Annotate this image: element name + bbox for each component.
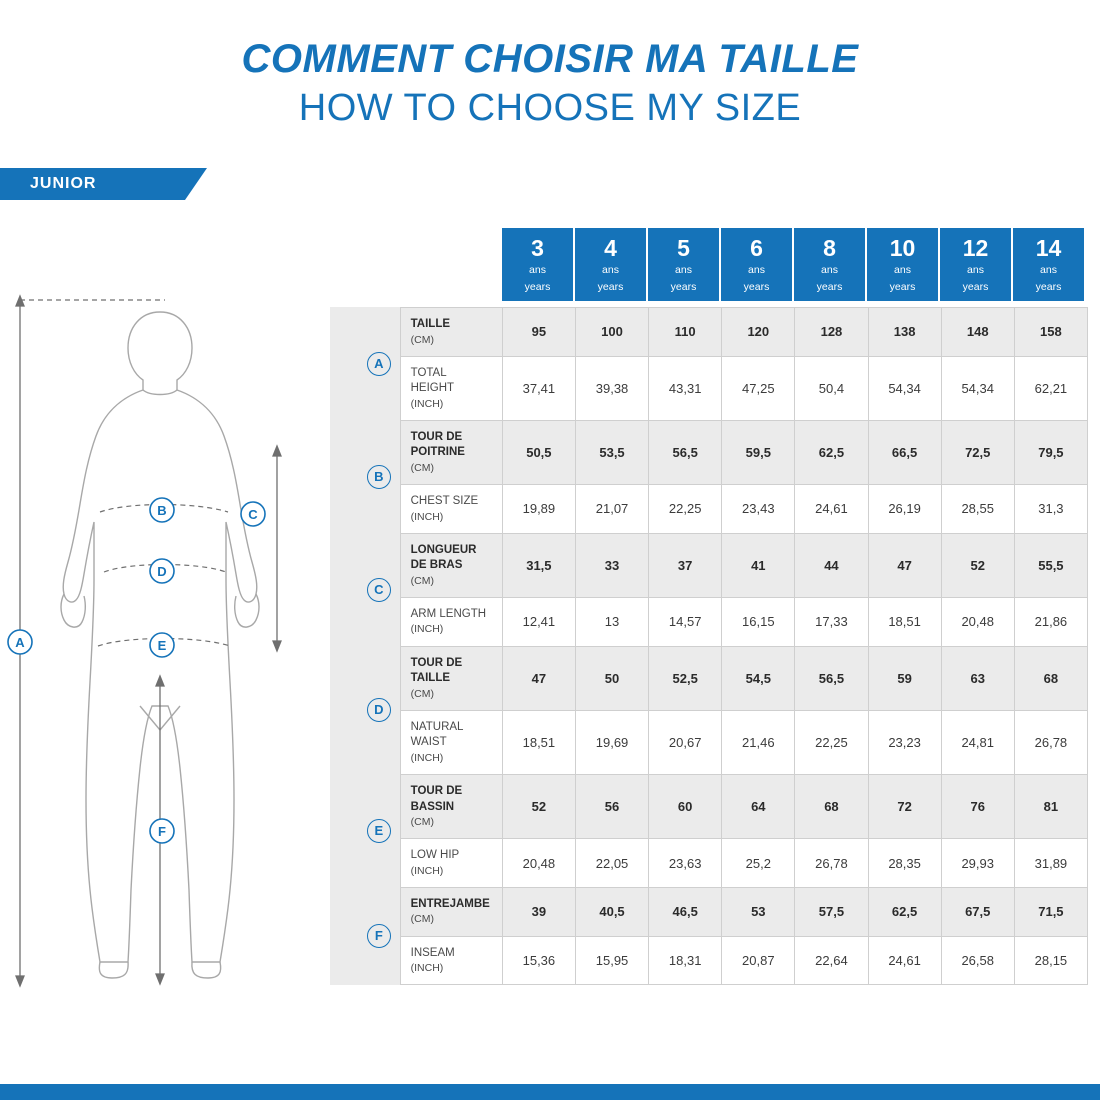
row-letter-band [330,646,358,774]
size-unit-en: years [524,280,551,293]
row-badge: B [367,465,391,489]
size-number: 4 [604,234,617,261]
size-unit-fr: ans [821,263,838,276]
cell-value: 26,78 [795,839,868,888]
cell-value: 95 [502,307,575,356]
size-table [330,307,1088,985]
cell-value: 37,41 [502,356,575,420]
cell-value: 39,38 [575,356,648,420]
cell-value: 20,48 [941,597,1014,646]
cell-value: 56,5 [795,646,868,710]
row-name-en: TOTAL HEIGHT [410,366,455,395]
cell-value: 14,57 [649,597,722,646]
cell-value: 72,5 [941,420,1014,484]
cell-value: 20,48 [502,839,575,888]
footer-bar [0,1084,1100,1100]
cell-value: 21,86 [1014,597,1087,646]
size-number: 6 [750,234,763,261]
size-unit-en: years [670,280,697,293]
cell-value: 158 [1014,307,1087,356]
size-column-header [721,228,792,301]
cell-value: 63 [941,646,1014,710]
row-letter-band [330,533,358,646]
size-column-header [648,228,719,301]
page-header [0,0,1100,132]
size-unit-fr: ans [602,263,619,276]
row-name-fr: ENTREJAMBE [410,897,490,910]
row-unit-cm: (CM) [410,461,434,474]
size-column-header [502,228,573,301]
row-name-en-cell [400,710,502,774]
cell-value: 54,34 [868,356,941,420]
row-unit-cm: (CM) [410,913,434,926]
row-name-fr-cell [400,533,502,597]
cell-value: 62,21 [1014,356,1087,420]
cell-value: 15,36 [502,936,575,985]
cell-value: 22,05 [575,839,648,888]
size-header-row [502,228,1088,301]
size-unit-fr: ans [529,263,546,276]
cell-value: 47 [502,646,575,710]
row-unit-inch: (INCH) [410,962,444,975]
cell-value: 138 [868,307,941,356]
figure-marker-c: C [248,506,258,522]
table-row [330,597,1088,646]
cell-value: 18,31 [649,936,722,985]
table-row [330,646,1088,710]
row-name-en-cell [400,936,502,985]
cell-value: 128 [795,307,868,356]
cell-value: 28,35 [868,839,941,888]
cell-value: 20,87 [722,936,795,985]
row-name-fr-cell [400,887,502,936]
cell-value: 110 [649,307,722,356]
cell-value: 44 [795,533,868,597]
cell-value: 64 [722,775,795,839]
row-name-fr: TOUR DE TAILLE [410,656,463,685]
figure-marker-f: F [158,823,166,839]
row-name-fr-cell [400,307,502,356]
row-badge-cell [358,646,400,774]
category-ribbon-bar [0,168,185,200]
row-unit-inch: (INCH) [410,751,444,764]
cell-value: 24,61 [795,485,868,534]
cell-value: 46,5 [649,887,722,936]
cell-value: 120 [722,307,795,356]
cell-value: 26,19 [868,485,941,534]
row-badge-cell [358,775,400,888]
cell-value: 62,5 [868,887,941,936]
cell-value: 71,5 [1014,887,1087,936]
cell-value: 53 [722,887,795,936]
row-unit-inch: (INCH) [410,510,444,523]
table-row [330,710,1088,774]
cell-value: 41 [722,533,795,597]
row-unit-cm: (CM) [410,687,434,700]
size-column-header [867,228,938,301]
size-number: 14 [1035,234,1062,261]
row-name-en: INSEAM [410,946,455,959]
row-name-en-cell [400,597,502,646]
cell-value: 13 [575,597,648,646]
page-title-en: HOW TO CHOOSE MY SIZE [298,87,802,129]
row-badge-cell [358,307,400,420]
row-badge: D [367,698,391,722]
size-unit-en: years [962,280,989,293]
table-row [330,839,1088,888]
figure-marker-d: D [157,563,167,579]
cell-value: 16,15 [722,597,795,646]
page-title-fr: COMMENT CHOISIR MA TAILLE [241,37,859,81]
row-letter-band [330,307,358,420]
row-name-en-cell [400,839,502,888]
size-number: 10 [889,234,916,261]
row-badge-cell [358,533,400,646]
row-letter-band [330,887,358,984]
cell-value: 26,78 [1014,710,1087,774]
cell-value: 100 [575,307,648,356]
cell-value: 22,64 [795,936,868,985]
cell-value: 21,46 [722,710,795,774]
table-row [330,887,1088,936]
size-unit-en: years [889,280,916,293]
size-number: 12 [962,234,989,261]
table-row [330,485,1088,534]
cell-value: 66,5 [868,420,941,484]
cell-value: 57,5 [795,887,868,936]
cell-value: 47 [868,533,941,597]
cell-value: 20,67 [649,710,722,774]
row-unit-inch: (INCH) [410,623,444,636]
ribbon-arrow-tip [185,168,207,200]
cell-value: 50 [575,646,648,710]
cell-value: 55,5 [1014,533,1087,597]
cell-value: 21,07 [575,485,648,534]
size-unit-fr: ans [894,263,911,276]
cell-value: 72 [868,775,941,839]
row-name-fr: LONGUEUR DE BRAS [410,543,477,572]
size-unit-fr: ans [967,263,984,276]
size-column-header [1013,228,1084,301]
row-name-en: LOW HIP [410,849,460,862]
cell-value: 59,5 [722,420,795,484]
cell-value: 24,61 [868,936,941,985]
cell-value: 43,31 [649,356,722,420]
cell-value: 23,63 [649,839,722,888]
size-column-header [940,228,1011,301]
cell-value: 76 [941,775,1014,839]
size-unit-en: years [743,280,770,293]
cell-value: 59 [868,646,941,710]
table-row [330,533,1088,597]
row-name-en: NATURAL WAIST [410,720,464,749]
cell-value: 68 [795,775,868,839]
table-row [330,420,1088,484]
row-unit-cm: (CM) [410,816,434,829]
cell-value: 15,95 [575,936,648,985]
cell-value: 22,25 [795,710,868,774]
figure-marker-a: A [15,634,25,650]
row-name-fr: TAILLE [410,317,451,330]
row-badge: E [367,819,391,843]
row-name-en: ARM LENGTH [410,607,487,620]
cell-value: 17,33 [795,597,868,646]
row-badge: A [367,352,391,376]
size-column-header [794,228,865,301]
cell-value: 25,2 [722,839,795,888]
row-name-en-cell [400,356,502,420]
row-unit-inch: (INCH) [410,864,444,877]
cell-value: 29,93 [941,839,1014,888]
row-name-fr: TOUR DE BASSIN [410,785,463,813]
cell-value: 31,5 [502,533,575,597]
row-name-fr-cell [400,420,502,484]
cell-value: 19,69 [575,710,648,774]
row-badge: C [367,578,391,602]
cell-value: 56 [575,775,648,839]
cell-value: 148 [941,307,1014,356]
table-row [330,356,1088,420]
row-unit-cm: (CM) [410,574,434,587]
category-label: JUNIOR [30,174,97,192]
size-table-area [330,228,1088,986]
cell-value: 52,5 [649,646,722,710]
cell-value: 33 [575,533,648,597]
size-unit-fr: ans [1040,263,1057,276]
row-unit-inch: (INCH) [410,397,444,410]
size-number: 8 [823,234,836,261]
cell-value: 50,4 [795,356,868,420]
content-area [0,200,1100,975]
cell-value: 18,51 [868,597,941,646]
cell-value: 24,81 [941,710,1014,774]
row-badge: F [367,924,391,948]
row-name-fr-cell [400,775,502,839]
cell-value: 22,25 [649,485,722,534]
row-letter-band [330,775,358,888]
body-figure-svg [0,290,320,990]
cell-value: 60 [649,775,722,839]
table-row [330,936,1088,985]
size-unit-fr: ans [675,263,692,276]
cell-value: 12,41 [502,597,575,646]
cell-value: 23,23 [868,710,941,774]
cell-value: 40,5 [575,887,648,936]
row-name-en-cell [400,485,502,534]
cell-value: 18,51 [502,710,575,774]
cell-value: 53,5 [575,420,648,484]
cell-value: 26,58 [941,936,1014,985]
cell-value: 19,89 [502,485,575,534]
row-unit-cm: (CM) [410,333,434,346]
cell-value: 62,5 [795,420,868,484]
size-unit-en: years [1035,280,1062,293]
size-unit-en: years [816,280,843,293]
cell-value: 23,43 [722,485,795,534]
table-row [330,775,1088,839]
cell-value: 37 [649,533,722,597]
cell-value: 68 [1014,646,1087,710]
row-name-en: CHEST SIZE [410,495,479,508]
size-unit-en: years [597,280,624,293]
figure-marker-b: B [157,502,167,518]
cell-value: 56,5 [649,420,722,484]
cell-value: 39 [502,887,575,936]
row-badge-cell [358,420,400,533]
cell-value: 50,5 [502,420,575,484]
figure-marker-e: E [157,637,167,653]
cell-value: 54,34 [941,356,1014,420]
size-number: 3 [531,234,544,261]
row-badge-cell [358,887,400,984]
row-letter-band [330,420,358,533]
row-name-fr: TOUR DE POITRINE [410,430,465,459]
body-figure [0,290,320,990]
cell-value: 52 [941,533,1014,597]
cell-value: 28,55 [941,485,1014,534]
table-row [330,307,1088,356]
size-column-header [575,228,646,301]
cell-value: 67,5 [941,887,1014,936]
cell-value: 79,5 [1014,420,1087,484]
cell-value: 47,25 [722,356,795,420]
cell-value: 81 [1014,775,1087,839]
cell-value: 31,89 [1014,839,1087,888]
size-unit-fr: ans [748,263,765,276]
row-name-fr-cell [400,646,502,710]
cell-value: 28,15 [1014,936,1087,985]
cell-value: 31,3 [1014,485,1087,534]
category-ribbon [0,168,1100,200]
size-number: 5 [677,234,690,261]
cell-value: 54,5 [722,646,795,710]
cell-value: 52 [502,775,575,839]
